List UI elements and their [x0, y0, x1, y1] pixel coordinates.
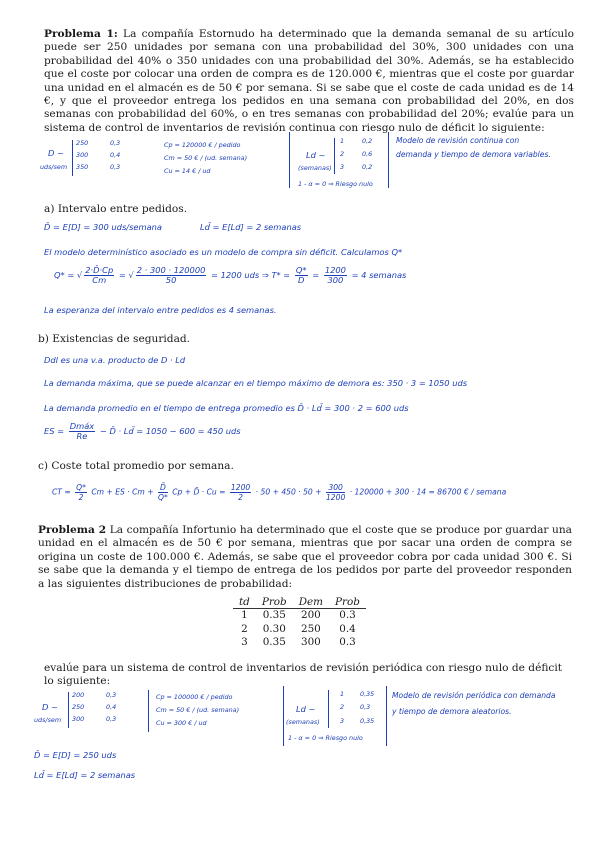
lead-row: 3 [340, 163, 345, 171]
part-a-conclusion: La esperanza del intervalo entre pedidos es 4 semanas. [44, 305, 277, 315]
risk-note: 1 - α = 0 ⇒ Riesgo nulo [298, 180, 373, 188]
eoq-formula: Q* = √ $\frac{2\cdot D̄\cdot Cp}{Cm}$ = √ $\frac{2 \cdot 300 \cdot 120000}{50}$ = 1200 uds ⇒ T* = $\frac{Q*}{D̄}$ = $\frac{1200}{300}$ = 4 semanas [54, 265, 407, 285]
table-header: Dem [293, 596, 329, 609]
risk-note: 1 - α = 0 ⇒ Riesgo nulo [288, 734, 363, 742]
table-row: 1 0.35 200 0.3 [241, 609, 356, 621]
demand-brace [72, 140, 73, 176]
cost-holding: Cm = 50 € / (ud. semana) [156, 706, 240, 714]
table-row: 3 0.35 300 0.3 [241, 636, 356, 648]
lead-prob: 0,2 [362, 137, 373, 145]
separator-line [283, 686, 284, 746]
part-b-line2: La demanda máxima, que se puede alcanzar en el tiempo máximo de demora es: 350 · 3 = 1050 uds [44, 378, 468, 388]
part-a-label: a) Intervalo entre pedidos. [44, 203, 188, 215]
lead-row: 2 [340, 150, 345, 158]
table-header: Prob [329, 596, 366, 609]
demand-prob: 0,4 [106, 703, 117, 711]
lead-var: Ld ~ [296, 704, 316, 714]
demand-prob: 0,3 [106, 691, 117, 699]
distribution-table [233, 596, 366, 650]
part-b-line1: Ddl es una v.a. producto de D · Ld [44, 355, 186, 365]
cost-unit: Cu = 14 € / ud [164, 167, 211, 175]
demand-prob: 0,3 [110, 139, 121, 147]
cost-order: Cp = 120000 € / pedido [164, 141, 241, 149]
part-c-label: c) Coste total promedio por semana. [38, 460, 234, 472]
problem1-text: La compañía Estornudo ha determinado que la demanda semanal de su artículo puede ser 250 unidades por semana con una probabilidad del 30%, 300 unidades con una probabilidad del 40% o 350 unidades con una probabilidad del 30%. Además, se ha establecido que el coste por colocar una orden de compra es de 120.000 €, mientras que el coste por guardar una unidad en el almacén es de 50 € por semana. Si se sabe que el coste de cada unidad es de 14 €, y que el proveedor entrega los pedidos en una semana con probabilidad del 20%, en dos semanas con probabilidad del 60%, o en tres semanas con probabilidad del 20%; evalúe para un sistema de control de inventarios de revisión continua con riesgo nulo de déficit lo siguiente: [44, 28, 574, 134]
demand-unit: uds/sem [34, 716, 62, 724]
separator-line [289, 132, 290, 188]
problem2-evaluate: evalúe para un sistema de control de inventarios de revisión periódica con riesgo nulo de déficit lo siguiente: [44, 662, 562, 688]
lead-prob: 0,35 [360, 690, 375, 698]
mean-demand: D̄ = E[D] = 300 uds/semana [44, 222, 162, 232]
lead-var: Ld ~ [306, 150, 326, 160]
cost-holding: Cm = 50 € / (ud. semana) [164, 154, 248, 162]
separator-line [148, 690, 149, 732]
lead-prob: 0,35 [360, 717, 375, 725]
cost-order: Cp = 100000 € / pedido [156, 693, 233, 701]
separator-line [388, 132, 389, 188]
demand-row: 300 [76, 151, 89, 159]
demand-unit: uds/sem [40, 163, 68, 171]
demand-prob: 0,3 [110, 163, 121, 171]
table-row: 2 0.30 250 0.4 [241, 622, 356, 635]
problem2-notes [34, 690, 574, 750]
lead-row: 3 [340, 717, 345, 725]
problem2-title: Problema 2 [38, 524, 107, 536]
part-b-line3: La demanda promedio en el tiempo de entrega promedio es D̄ · Ld̄ = 300 · 2 = 600 uds [44, 403, 409, 413]
table-header: Prob [256, 596, 293, 609]
problem2-statement [38, 524, 572, 591]
demand-row: 300 [72, 715, 85, 723]
lead-row: 1 [340, 690, 345, 698]
part-a-model: El modelo determinístico asociado es un modelo de compra sin déficit. Calculamos Q* [44, 247, 403, 257]
problem1-statement [44, 28, 574, 135]
cost-unit: Cu = 300 € / ud [156, 719, 207, 727]
demand-row: 250 [76, 139, 89, 147]
demand-prob: 0,4 [110, 151, 121, 159]
demand-prob: 0,3 [106, 715, 117, 723]
model-note: Modelo de revisión periódica con demanda y tiempo de demora aleatorios. [392, 691, 556, 716]
total-cost-formula: CT = $\frac{Q*}{2}$ Cm + ES · Cm + $\frac{D̄}{Q*}$ Cp + D̄ · Cu = $\frac{1200}{2}$ · 50 + 450 · 50 + $\frac{300}{1200}$ · 120000 + 300 · 14 = 86700 € / semana [52, 483, 507, 502]
demand-row: 250 [72, 703, 85, 711]
mean-demand: D̄ = E[D] = 250 uds [34, 750, 117, 760]
demand-row: 200 [72, 691, 85, 699]
lead-unit: (semanas) [286, 718, 320, 726]
lead-brace [328, 690, 329, 728]
lead-prob: 0,6 [362, 150, 373, 158]
lead-brace [334, 138, 335, 174]
mean-lead: Ld̄ = E[Ld] = 2 semanas [34, 770, 136, 780]
lead-prob: 0,2 [362, 163, 373, 171]
model-note: Modelo de revisión continua con demanda y tiempo de demora variables. [396, 136, 551, 159]
problem2-text: La compañía Infortunio ha determinado que el coste que se produce por guardar una unidad en el almacén es de 50 € por semana, mientras que por sacar una orden de compra se origina un coste de 100.000 €. Además, se sabe que el proveedor cobra por cada unidad 300 €. Si se sabe que la demanda y el tiempo de entrega de los pedidos por parte del proveedor responden a las siguientes distribuciones de probabilidad: [38, 524, 572, 590]
problem1-title: Problema 1: [44, 28, 118, 40]
demand-row: 350 [76, 163, 89, 171]
safety-stock-formula: ES = Dmáx Re − D̄ · Ld̄ = 1050 − 600 = 450 uds [44, 421, 241, 441]
separator-line [386, 686, 387, 746]
demand-brace [68, 692, 69, 728]
part-b-label: b) Existencias de seguridad. [38, 333, 191, 345]
mean-lead: Ld̄ = E[Ld] = 2 semanas [200, 222, 302, 232]
lead-prob: 0,3 [360, 703, 371, 711]
table-header: td [233, 596, 256, 609]
demand-var: D ~ [42, 702, 58, 712]
lead-row: 2 [340, 703, 345, 711]
lead-unit: (semanas) [298, 164, 332, 172]
problem1-notes [40, 136, 580, 196]
lead-row: 1 [340, 137, 345, 145]
demand-var: D ~ [48, 148, 64, 158]
